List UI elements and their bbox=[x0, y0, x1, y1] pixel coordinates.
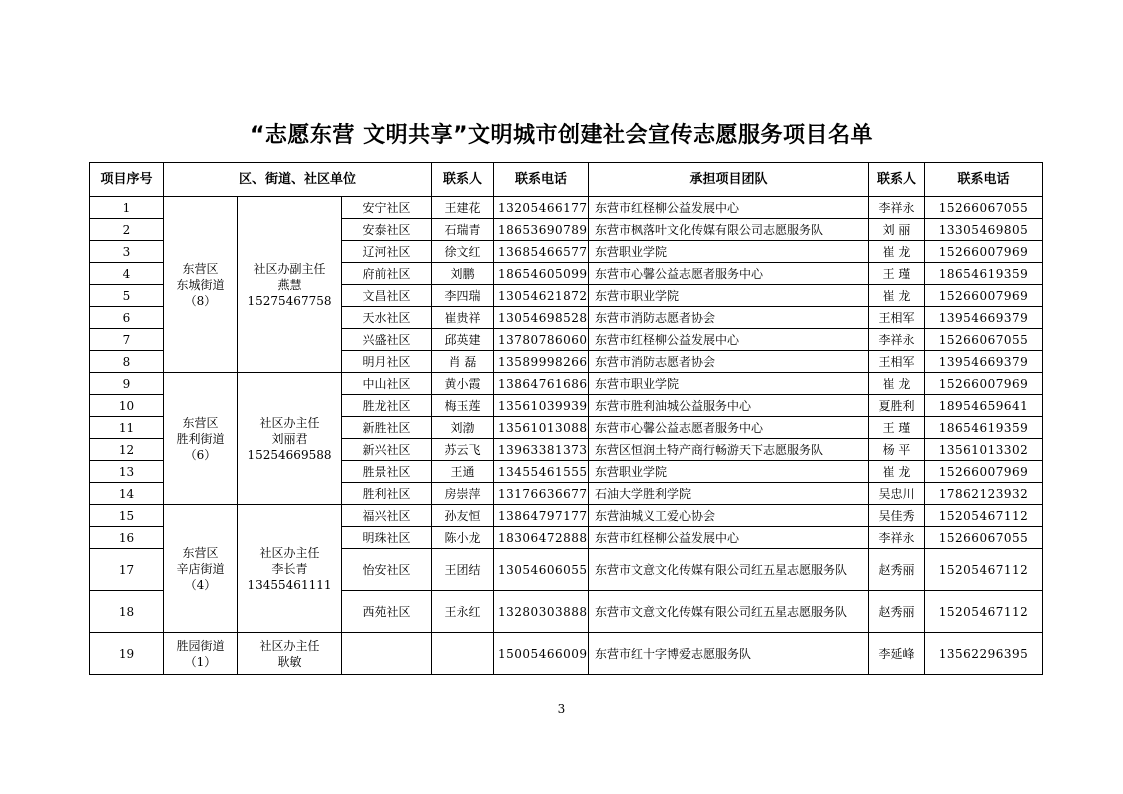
team-name: 东营市枫落叶文化传媒有限公司志愿服务队 bbox=[589, 219, 869, 241]
team-phone: 15266007969 bbox=[925, 241, 1043, 263]
community-phone: 15005466009 bbox=[494, 633, 589, 675]
community-contact: 孙友恒 bbox=[432, 505, 494, 527]
office-cell bbox=[238, 633, 342, 675]
community-phone: 18653690789 bbox=[494, 219, 589, 241]
community-name: 兴盛社区 bbox=[342, 329, 432, 351]
project-no: 15 bbox=[90, 505, 164, 527]
community-name: 中山社区 bbox=[342, 373, 432, 395]
team-name: 石油大学胜利学院 bbox=[589, 483, 869, 505]
team-phone: 15266067055 bbox=[925, 197, 1043, 219]
team-contact: 李祥永 bbox=[869, 527, 925, 549]
community-phone: 13963381373 bbox=[494, 439, 589, 461]
team-contact: 崔 龙 bbox=[869, 241, 925, 263]
community-contact bbox=[432, 633, 494, 675]
team-name: 东营市心馨公益志愿者服务中心 bbox=[589, 263, 869, 285]
team-contact: 赵秀丽 bbox=[869, 549, 925, 591]
team-phone: 13954669379 bbox=[925, 351, 1043, 373]
community-phone: 13589998266 bbox=[494, 351, 589, 373]
project-no: 12 bbox=[90, 439, 164, 461]
team-name: 东营市文意文化传媒有限公司红五星志愿服务队 bbox=[589, 591, 869, 633]
project-no: 19 bbox=[90, 633, 164, 675]
team-name: 东营市职业学院 bbox=[589, 373, 869, 395]
office-phone: 13455461111 bbox=[247, 577, 332, 592]
community-name: 胜景社区 bbox=[342, 461, 432, 483]
community-phone: 13176636677 bbox=[494, 483, 589, 505]
office-person: 刘丽君 bbox=[271, 431, 308, 446]
community-contact: 邱英建 bbox=[432, 329, 494, 351]
community-count: （8） bbox=[184, 293, 217, 308]
community-name: 安宁社区 bbox=[342, 197, 432, 219]
team-name: 东营市消防志愿者协会 bbox=[589, 307, 869, 329]
community-contact: 刘鹏 bbox=[432, 263, 494, 285]
table-row bbox=[90, 197, 1043, 219]
community-name bbox=[342, 633, 432, 675]
team-contact: 王相军 bbox=[869, 351, 925, 373]
team-contact: 李祥永 bbox=[869, 329, 925, 351]
table-row bbox=[90, 505, 1043, 527]
community-contact: 黄小霞 bbox=[432, 373, 494, 395]
project-no: 10 bbox=[90, 395, 164, 417]
table-row bbox=[90, 633, 1043, 675]
header-team: 承担项目团队 bbox=[589, 163, 869, 197]
volunteer-project-table bbox=[89, 162, 1043, 675]
office-title: 社区办主任 bbox=[259, 415, 320, 430]
district-cell bbox=[164, 197, 238, 373]
team-name: 东营市胜利油城公益服务中心 bbox=[589, 395, 869, 417]
community-phone: 13205466177 bbox=[494, 197, 589, 219]
street-name: 胜利街道 bbox=[176, 431, 225, 446]
community-name: 安泰社区 bbox=[342, 219, 432, 241]
project-no: 13 bbox=[90, 461, 164, 483]
community-phone: 13455461555 bbox=[494, 461, 589, 483]
office-phone: 15275467758 bbox=[247, 293, 332, 308]
community-name: 天水社区 bbox=[342, 307, 432, 329]
header-team-contact: 联系人 bbox=[869, 163, 925, 197]
community-count: （1） bbox=[184, 654, 217, 669]
community-name: 新胜社区 bbox=[342, 417, 432, 439]
community-phone: 13561039939 bbox=[494, 395, 589, 417]
community-contact: 徐文红 bbox=[432, 241, 494, 263]
project-no: 5 bbox=[90, 285, 164, 307]
team-name: 东营市文意文化传媒有限公司红五星志愿服务队 bbox=[589, 549, 869, 591]
community-contact: 肖 磊 bbox=[432, 351, 494, 373]
community-phone: 13864797177 bbox=[494, 505, 589, 527]
team-contact: 夏胜利 bbox=[869, 395, 925, 417]
community-phone: 13054621872 bbox=[494, 285, 589, 307]
team-name: 东营职业学院 bbox=[589, 461, 869, 483]
team-phone: 17862123932 bbox=[925, 483, 1043, 505]
community-phone: 13054698528 bbox=[494, 307, 589, 329]
community-contact: 崔贵祥 bbox=[432, 307, 494, 329]
project-no: 1 bbox=[90, 197, 164, 219]
community-contact: 王通 bbox=[432, 461, 494, 483]
team-phone: 15266007969 bbox=[925, 373, 1043, 395]
team-phone: 18654619359 bbox=[925, 263, 1043, 285]
page-title: “志愿东营 文明共享”文明城市创建社会宣传志愿服务项目名单 bbox=[249, 123, 874, 148]
project-no: 17 bbox=[90, 549, 164, 591]
team-phone: 13305469805 bbox=[925, 219, 1043, 241]
team-name: 东营市红柽柳公益发展中心 bbox=[589, 197, 869, 219]
district-name: 东营区 bbox=[182, 415, 219, 430]
header-phone: 联系电话 bbox=[494, 163, 589, 197]
team-phone: 15205467112 bbox=[925, 549, 1043, 591]
community-name: 明珠社区 bbox=[342, 527, 432, 549]
district-cell bbox=[164, 633, 238, 675]
community-name: 怡安社区 bbox=[342, 549, 432, 591]
office-phone: 15254669588 bbox=[247, 447, 332, 462]
community-contact: 王团结 bbox=[432, 549, 494, 591]
project-no: 18 bbox=[90, 591, 164, 633]
community-phone: 13780786060 bbox=[494, 329, 589, 351]
team-contact: 王 瑾 bbox=[869, 263, 925, 285]
team-phone: 13954669379 bbox=[925, 307, 1043, 329]
table-header-row bbox=[90, 163, 1043, 197]
community-contact: 梅玉莲 bbox=[432, 395, 494, 417]
team-contact: 赵秀丽 bbox=[869, 591, 925, 633]
community-contact: 王永红 bbox=[432, 591, 494, 633]
community-name: 新兴社区 bbox=[342, 439, 432, 461]
community-count: （4） bbox=[184, 577, 217, 592]
project-no: 14 bbox=[90, 483, 164, 505]
project-no: 7 bbox=[90, 329, 164, 351]
district-cell bbox=[164, 373, 238, 505]
project-no: 3 bbox=[90, 241, 164, 263]
team-contact: 崔 龙 bbox=[869, 373, 925, 395]
community-name: 文昌社区 bbox=[342, 285, 432, 307]
header-contact: 联系人 bbox=[432, 163, 494, 197]
team-name: 东营油城义工爱心协会 bbox=[589, 505, 869, 527]
office-title: 社区办主任 bbox=[259, 638, 320, 653]
team-phone: 18954659641 bbox=[925, 395, 1043, 417]
community-phone: 13054606055 bbox=[494, 549, 589, 591]
community-phone: 13685466577 bbox=[494, 241, 589, 263]
team-phone: 15266067055 bbox=[925, 329, 1043, 351]
team-contact: 杨 平 bbox=[869, 439, 925, 461]
community-contact: 苏云飞 bbox=[432, 439, 494, 461]
office-cell bbox=[238, 197, 342, 373]
team-contact: 吴忠川 bbox=[869, 483, 925, 505]
project-no: 4 bbox=[90, 263, 164, 285]
community-phone: 18306472888 bbox=[494, 527, 589, 549]
community-phone: 18654605099 bbox=[494, 263, 589, 285]
team-name: 东营市职业学院 bbox=[589, 285, 869, 307]
community-contact: 石瑞青 bbox=[432, 219, 494, 241]
project-no: 6 bbox=[90, 307, 164, 329]
street-name: 胜园街道 bbox=[176, 638, 225, 653]
team-phone: 15266007969 bbox=[925, 285, 1043, 307]
team-phone: 15266007969 bbox=[925, 461, 1043, 483]
community-name: 府前社区 bbox=[342, 263, 432, 285]
office-cell bbox=[238, 505, 342, 633]
team-contact: 刘 丽 bbox=[869, 219, 925, 241]
team-contact: 吴佳秀 bbox=[869, 505, 925, 527]
team-phone: 13561013302 bbox=[925, 439, 1043, 461]
street-name: 东城街道 bbox=[176, 277, 225, 292]
community-phone: 13561013088 bbox=[494, 417, 589, 439]
team-name: 东营市红十字博爱志愿服务队 bbox=[589, 633, 869, 675]
community-name: 西苑社区 bbox=[342, 591, 432, 633]
header-unit: 区、街道、社区单位 bbox=[164, 163, 432, 197]
community-count: （6） bbox=[184, 447, 217, 462]
team-phone: 15205467112 bbox=[925, 591, 1043, 633]
community-name: 辽河社区 bbox=[342, 241, 432, 263]
team-contact: 李祥永 bbox=[869, 197, 925, 219]
community-contact: 刘渤 bbox=[432, 417, 494, 439]
project-no: 8 bbox=[90, 351, 164, 373]
team-name: 东营职业学院 bbox=[589, 241, 869, 263]
team-phone: 13562296395 bbox=[925, 633, 1043, 675]
office-title: 社区办主任 bbox=[259, 545, 320, 560]
header-team-phone: 联系电话 bbox=[925, 163, 1043, 197]
team-contact: 王相军 bbox=[869, 307, 925, 329]
page-number: 3 bbox=[557, 702, 566, 716]
team-name: 东营市红柽柳公益发展中心 bbox=[589, 527, 869, 549]
team-contact: 崔 龙 bbox=[869, 461, 925, 483]
community-contact: 陈小龙 bbox=[432, 527, 494, 549]
team-phone: 15266067055 bbox=[925, 527, 1043, 549]
community-phone: 13864761686 bbox=[494, 373, 589, 395]
community-phone: 13280303888 bbox=[494, 591, 589, 633]
community-contact: 王建花 bbox=[432, 197, 494, 219]
community-name: 明月社区 bbox=[342, 351, 432, 373]
street-name: 辛店街道 bbox=[176, 561, 225, 576]
community-name: 胜龙社区 bbox=[342, 395, 432, 417]
team-contact: 崔 龙 bbox=[869, 285, 925, 307]
project-no: 11 bbox=[90, 417, 164, 439]
team-contact: 李延峰 bbox=[869, 633, 925, 675]
district-name: 东营区 bbox=[182, 545, 219, 560]
team-name: 东营市红柽柳公益发展中心 bbox=[589, 329, 869, 351]
team-contact: 王 瑾 bbox=[869, 417, 925, 439]
community-contact: 房崇萍 bbox=[432, 483, 494, 505]
team-phone: 15205467112 bbox=[925, 505, 1043, 527]
project-no: 2 bbox=[90, 219, 164, 241]
team-name: 东营市消防志愿者协会 bbox=[589, 351, 869, 373]
community-name: 福兴社区 bbox=[342, 505, 432, 527]
project-no: 16 bbox=[90, 527, 164, 549]
table-row bbox=[90, 373, 1043, 395]
office-person: 耿敏 bbox=[277, 654, 302, 669]
office-cell bbox=[238, 373, 342, 505]
project-no: 9 bbox=[90, 373, 164, 395]
community-name: 胜利社区 bbox=[342, 483, 432, 505]
team-name: 东营市心馨公益志愿者服务中心 bbox=[589, 417, 869, 439]
office-person: 燕慧 bbox=[277, 277, 302, 292]
district-name: 东营区 bbox=[182, 261, 219, 276]
community-contact: 李四瑞 bbox=[432, 285, 494, 307]
office-title: 社区办副主任 bbox=[253, 261, 326, 276]
office-person: 李长青 bbox=[271, 561, 308, 576]
district-cell bbox=[164, 505, 238, 633]
header-project-no: 项目序号 bbox=[90, 163, 164, 197]
team-name: 东营区恒润土特产商行畅游天下志愿服务队 bbox=[589, 439, 869, 461]
team-phone: 18654619359 bbox=[925, 417, 1043, 439]
